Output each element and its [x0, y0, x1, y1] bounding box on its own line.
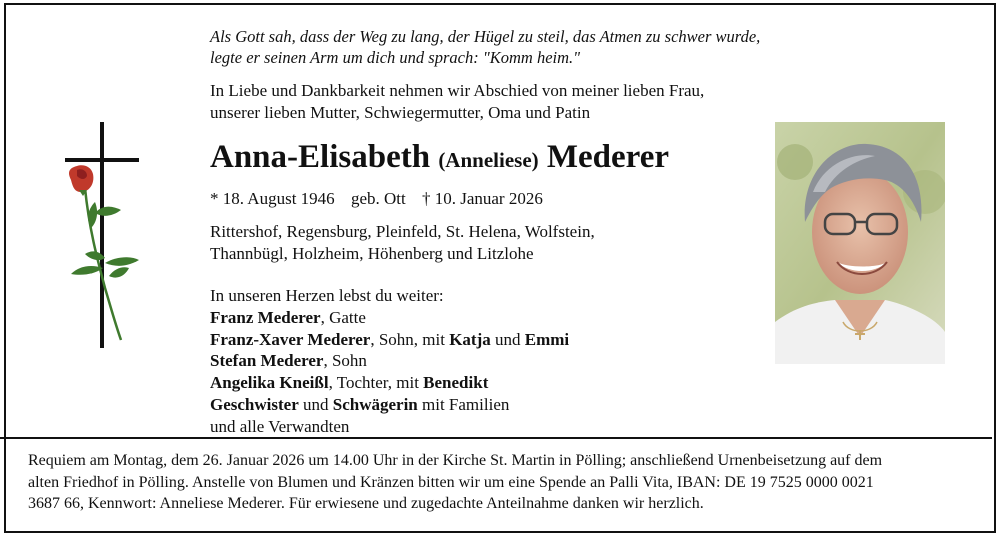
mourner-relation: mit Familien [417, 394, 510, 414]
memorial-quote [210, 26, 810, 68]
quote-line-2: legte er seinen Arm um dich und sprach: "Komm heim." [210, 48, 581, 67]
deceased-name [210, 137, 669, 180]
footer-divider [0, 437, 992, 439]
mourner-line [210, 350, 770, 372]
mourner-name: Stefan Mederer [210, 351, 324, 371]
mourner-line [210, 307, 770, 329]
mourner-relation: , Gatte [320, 307, 366, 327]
mourner-name: Franz Mederer [210, 307, 321, 327]
mourner-relation: , Sohn, mit [370, 329, 450, 349]
mourner-name: Franz-Xaver Mederer [210, 329, 371, 349]
mourner-name: Emmi [524, 329, 570, 349]
footer-line-2: alten Friedhof in Pölling. Anstelle von Blumen und Kränzen bitten wir um eine Spende an Palli Vita, IBAN: DE 19 7525 0000 0021 [28, 473, 874, 491]
mourner-name: Angelika Kneißl [210, 373, 329, 393]
last-name: Mederer [546, 139, 670, 175]
mourner-name: Benedikt [423, 373, 489, 393]
places-of-life [210, 221, 730, 265]
mourner-line [210, 329, 770, 351]
birth-date: * 18. August 1946 [210, 189, 335, 208]
cross-with-rose-icon [55, 118, 165, 353]
places-line-1: Rittershof, Regensburg, Pleinfeld, St. Helena, Wolfstein, [210, 222, 595, 241]
mourner-relation: , Sohn [323, 351, 367, 371]
farewell-intro [210, 80, 770, 124]
places-line-2: Thannbügl, Holzheim, Höhenberg und Litzlohe [210, 244, 534, 263]
nickname: (Anneliese) [438, 148, 539, 172]
first-name: Anna-Elisabeth [210, 139, 431, 175]
mourner-relation: , Tochter, mit [328, 373, 424, 393]
mourner-name: Schwägerin [332, 394, 418, 414]
life-dates [210, 188, 555, 210]
mourners-closing: und alle Verwandten [210, 416, 350, 436]
birth-name: geb. Ott [350, 189, 406, 208]
death-date: † 10. Januar 2026 [421, 189, 543, 208]
mourner-conjunction: und [490, 329, 525, 349]
quote-line-1: Als Gott sah, dass der Weg zu lang, der Hügel zu steil, das Atmen zu schwer wurde, [210, 27, 761, 46]
mourner-name: Geschwister [210, 394, 299, 414]
mourner-line [210, 394, 770, 416]
mourner-conjunction: und [298, 394, 333, 414]
intro-line-2: unserer lieben Mutter, Schwiegermutter, Oma und Patin [210, 103, 591, 122]
footer-line-1: Requiem am Montag, dem 26. Januar 2026 um 14.00 Uhr in der Kirche St. Martin in Pölling; anschließend Urnenbeisetzung auf dem [28, 452, 883, 469]
mourner-name: Katja [449, 329, 491, 349]
footer-line-3: 3687 66, Kennwort: Anneliese Mederer. Für erwiesene und zugedachte Anteilnahme danken wir herzlich. [28, 495, 704, 512]
mourner-line [210, 372, 770, 394]
portrait-photo [775, 122, 945, 364]
mourners-list [210, 285, 770, 438]
funeral-details [28, 450, 968, 515]
intro-line-1: In Liebe und Dankbarkeit nehmen wir Abschied von meiner lieben Frau, [210, 81, 705, 100]
mourners-heading: In unseren Herzen lebst du weiter: [210, 286, 444, 305]
